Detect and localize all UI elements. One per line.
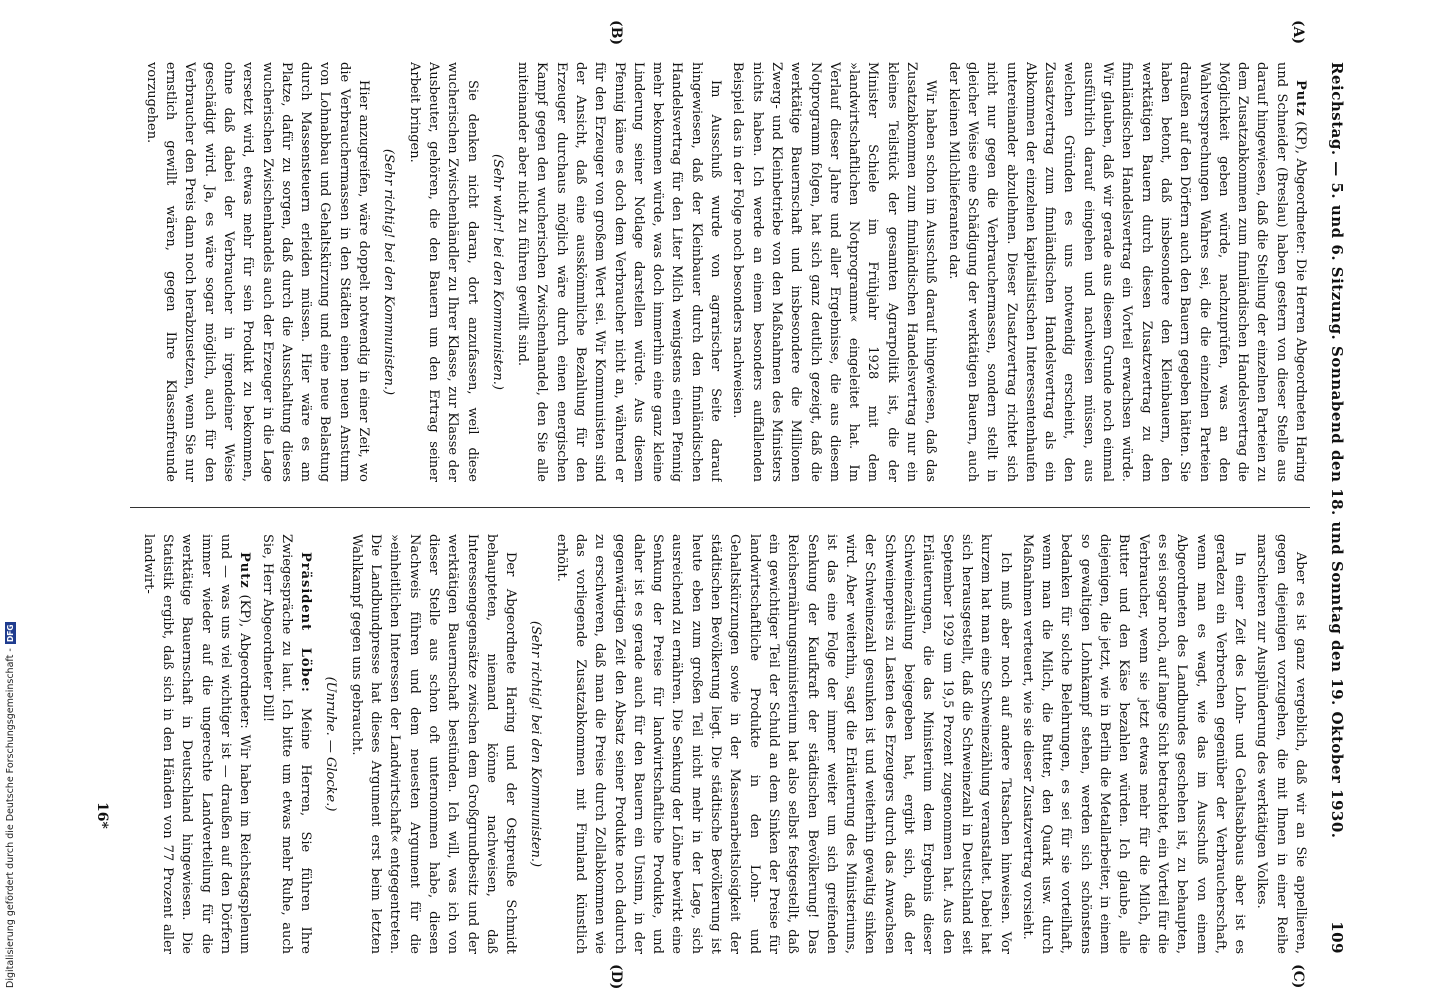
paragraph: Sie denken nicht daran, dort anzufassen, weil diese wucherischen Zwischenhändler zu Ihrer Klasse, zur Klasse der Ausbeuter, gehören, die den Bauern um den Ertrag seiner Arbeit bringen. bbox=[406, 62, 480, 482]
paragraph: Im Ausschuß wurde von agrarischer Seite darauf hingewiesen, daß der Kleinbauer durch den finnländischen Handelsvertrag für den Liter Milch wenigstens einen Pfennig mehr bekommen würde, was doch immerhin eine ganz kleine Linderung seiner Notlage darstellen würde. Aus diesem Pfennig käme es doch dem Verbraucher nicht an, während er für den Erzeuger von großem Wert sei. Wir Kommunisten sind der Ansicht, daß eine ausskömmliche Bezahlung für den Erzeuger durchaus möglich wäre durch einen energischen Kampf gegen den wucherischen Zwischenhandel, den Sie alle miteinander aber nicht zu führen gewillt sind. bbox=[515, 62, 724, 482]
left-column bbox=[125, 62, 1310, 482]
paragraph bbox=[257, 534, 315, 954]
paragraph: Ich muß aber noch auf andere Tatsachen hinweisen. Vor kurzem hat man eine Schweinezählung veranstaltet. Dabei hat sich herausgestellt, daß die Schweinezahl in Deutschland seit September 1929 um 19,5 Prozent zugenommen hat. Aus den Erläuterungen, die das Ministerium dem Ergebnis dieser Schweinezählung beigegeben hat, ergibt sich, daß der Schweinepreis zu Lasten des Erzeugers durch das Anwachsen der Schweinezahl gesunken ist und weiterhin gewaltig sinken wird. Aber weiterhin, sagt die Erläuterung des Ministeriums, ist das eine Folge der immer weiter um sich greifenden Senkung der Kaufkraft der städtischen Bevölkerung! Das Reichsernährungsministerium hat also selbst festgestellt, daß ein gewichtiger Teil der Schuld an dem Sinken der Preise für landwirtschaftliche Produkte in den Lohn- und Gehaltskürzungen sowie in der Massenarbeitslosigkeit der städtischen Bevölkerung liegt. Die städtische Bevölkerung ist heute eben zum großen Teil nicht mehr in der Lage, sich ausreichend zu ernähren. Die Senkung der Löhne bewirkt eine Senkung der Preise für landwirtschaftliche Produkte, und daher ist es gerade auch für den Bauern ein Unsinn, in der gegenwärtigen Zeit den Absatz seiner Produkte noch dadurch zu erschweren, daß man die Preise durch Zollabkommen wie das vorliegende Zusatzabkommen mit Finnland künstlich erhöht. bbox=[553, 534, 1013, 954]
right-column bbox=[125, 534, 1310, 954]
paragraph: Der Abgeordnete Haring und der Ostpreuße Schmidt behaupteten, niemand könne nachweisen, daß Interessengegensätze zwischen dem Großgrundbesitz und der werktätigen Bauernschaft bestünden. Ich will, was ich von dieser Stelle aus schon oft unternommen habe, diesen Nachweis führen und dem neuesten Argument für die »einheitlichen Interessen der Landwirtschaft« entgegentreten. Die Landbundpresse hat dieses Argument erst beim letzten Wahlkampf gegen uns gebraucht. bbox=[348, 534, 519, 954]
digitization-note bbox=[2, 598, 18, 988]
speaker-name: Putz bbox=[237, 552, 253, 589]
margin-letter-a: (A) bbox=[1290, 20, 1306, 45]
interjection: (Sehr richtig! bei den Kommunisten.) bbox=[528, 620, 544, 868]
dfg-logo-icon: DFG bbox=[5, 622, 16, 644]
paragraph bbox=[138, 534, 254, 954]
paragraph: In einer Zeit des Lohn- und Gehaltsabbaus aber ist es geradezu ein Verbrechen gegenüber der Verbraucherschaft, wenn man es wagt, wie das im Ausschuß von einem Abgeordneten des Landbundes geschehen ist, zu behaupten, es sei sogar noch, auf lange Sicht betrachtet, ein Vorteil für die Verbraucher, wenn sie jetzt etwas mehr für die Milch, die Butter und den Käse bezahlen würden. Ich glaube, alle diejenigen, die jetzt, wie in Berlin die Metallarbeiter, in einem so gewaltigen Lohnkampf stehen, werden sich schönstens bedanken für solche Belehrungen, es sei für sie vorteilhaft, wenn man die Milch, die Butter, den Quark usw. durch Maßnahmen verteuert, wie sie dieser Zusatzvertrag vorsieht. bbox=[1019, 534, 1248, 954]
paragraph: Aber es ist ganz vergeblich, daß wir an Sie appellieren, gegen diejenigen vorzugehen, die mit Ihnen in einer Reihe marschieren zur Ausplünderung des werktätigen Volkes. bbox=[1254, 534, 1308, 954]
interjection: (Sehr richtig! bei den Kommunisten.) bbox=[381, 148, 397, 396]
paragraph bbox=[943, 62, 1310, 482]
page-body bbox=[86, 20, 1346, 990]
speaker-name: Putz bbox=[1293, 80, 1308, 117]
margin-letter-d: (D) bbox=[608, 964, 624, 990]
header-title: Reichstag. — 5. und 6. Sitzung. Sonnabend den 18. und Sonntag den 19. Oktober 1930. bbox=[1328, 62, 1346, 839]
interjection: (Unruhe. — Glocke.) bbox=[323, 676, 339, 812]
column-divider bbox=[130, 507, 1310, 508]
speech-text: (KP), Abgeordneter: Die Herren Abgeordneten Haring und Schneider (Breslau) haben gestern von dieser Stelle aus darauf hingewiesen, daß die Stellung der einzelnen Parteien zu dem Zusatzabkommen zum finnländischen Handelsvertrag die Möglichkeit geben würde, nachzuprüfen, was an den Wahlversprechungen Wahres sei, die die einzelnen Parteien draußen auf den Dörfern auch den Bauern gegeben hätten. Sie haben betont, daß insbesondere den Kleinbauern, den werktätigen Bauern durch diesen Zusatzvertrag zu dem finnländischen Handelsvertrag ein Vorteil erwachsen würde. Wir glauben, daß wir gerade aus diesem Grunde noch einmal ausführlich darauf eingehen und nachweisen müssen, aus welchen Gründen es uns notwendig erscheint, den Zusatzvertrag zum finnländischen Handelsvertrag als ein Abkommen der einzelnen kapitalistischen Interessentenhaufen untereinander abzulehnen. Dieser Zusatzvertrag richtet sich nicht nur gegen die Verbrauchermassen, sondern stellt in gleicher Weise eine Schädigung der werktätigen Bauern, auch der kleinen Milchlieferanten dar. bbox=[945, 62, 1308, 482]
margin-letter-b: (B) bbox=[608, 20, 624, 46]
speaker-name: Präsident Löbe: bbox=[298, 552, 314, 693]
paragraph: Wir haben schon im Ausschuß darauf hingewiesen, daß das Zusatzabkommen zum finnländischen Handelsvertrag nur ein kleines Teilstück der gesamten Agrarpolitik ist, die der Minister Schiele im Frühjahr 1928 mit dem »landwirtschaftlichen Notprogramm« eingeleitet hat. Im Verlauf dieser Jahre und aller Ergebnisse, die aus diesem Notprogramm folgen, hat sich ganz deutlich gezeigt, daß die werktätige Bauernschaft und insbesondere die Millionen Zwerg- und Kleinbetriebe von den Maßnahmen des Ministers nichts haben. Ich werde an einem besonders auffallenden Beispiel das in der Folge noch besonders nachweisen. bbox=[730, 62, 939, 482]
speech-text: (KP), Abgeordneter: Wir haben im Reichstagsplenum und — was uns viel wichtiger ist — draußen auf den Dörfern immer wieder auf die ungerechte Landverteilung für die werktätige Bauernschaft in Deutschland hingewiesen. Die Statistik ergibt, daß sich in den Händen von 77 Prozent aller landwirt- bbox=[140, 534, 253, 954]
speech-text: Meine Herren, Sie führen Ihre Zwiegespräche zu laut. Ich bitte um etwas mehr Ruhe, auch Sie, Herr Abgeordneter Dill! bbox=[259, 534, 314, 954]
margin-letter-c: (C) bbox=[1290, 964, 1306, 989]
digitization-text: Digitalisierung gefördert durch die Deutsche Forschungsgemeinschaft - bbox=[4, 648, 16, 988]
paragraph: Hier anzugreifen, wäre doppelt notwendig in einer Zeit, wo die Verbrauchermassen in den Städten einen neuen Ansturm von Lohnabbau und Gehaltskürzung und eine neue Belastung durch Massensteuern erleiden müssen. Hier wäre es am Platze, dafür zu sorgen, daß durch die Ausschaltung dieses wucherischen Zwischenhandels auch der Erzeuger in die Lage versetzt wird, etwas mehr für sein Produkt zu bekommen, ohne daß dabei der Verbraucher in irgendeiner Weise geschädigt wird. Ja, es wäre sogar möglich, auch für den Verbraucher den Preis dann noch herabzusetzen, wenn Sie nur ernstlich gewillt wären, gegen Ihre Klassenfreunde vorzugehen. bbox=[143, 62, 372, 482]
page-number: 109 bbox=[1328, 921, 1346, 954]
running-header bbox=[1320, 62, 1346, 954]
sheet-signature: 16* bbox=[94, 802, 110, 829]
interjection: (Sehr wahr! bei den Kommunisten.) bbox=[489, 154, 505, 390]
